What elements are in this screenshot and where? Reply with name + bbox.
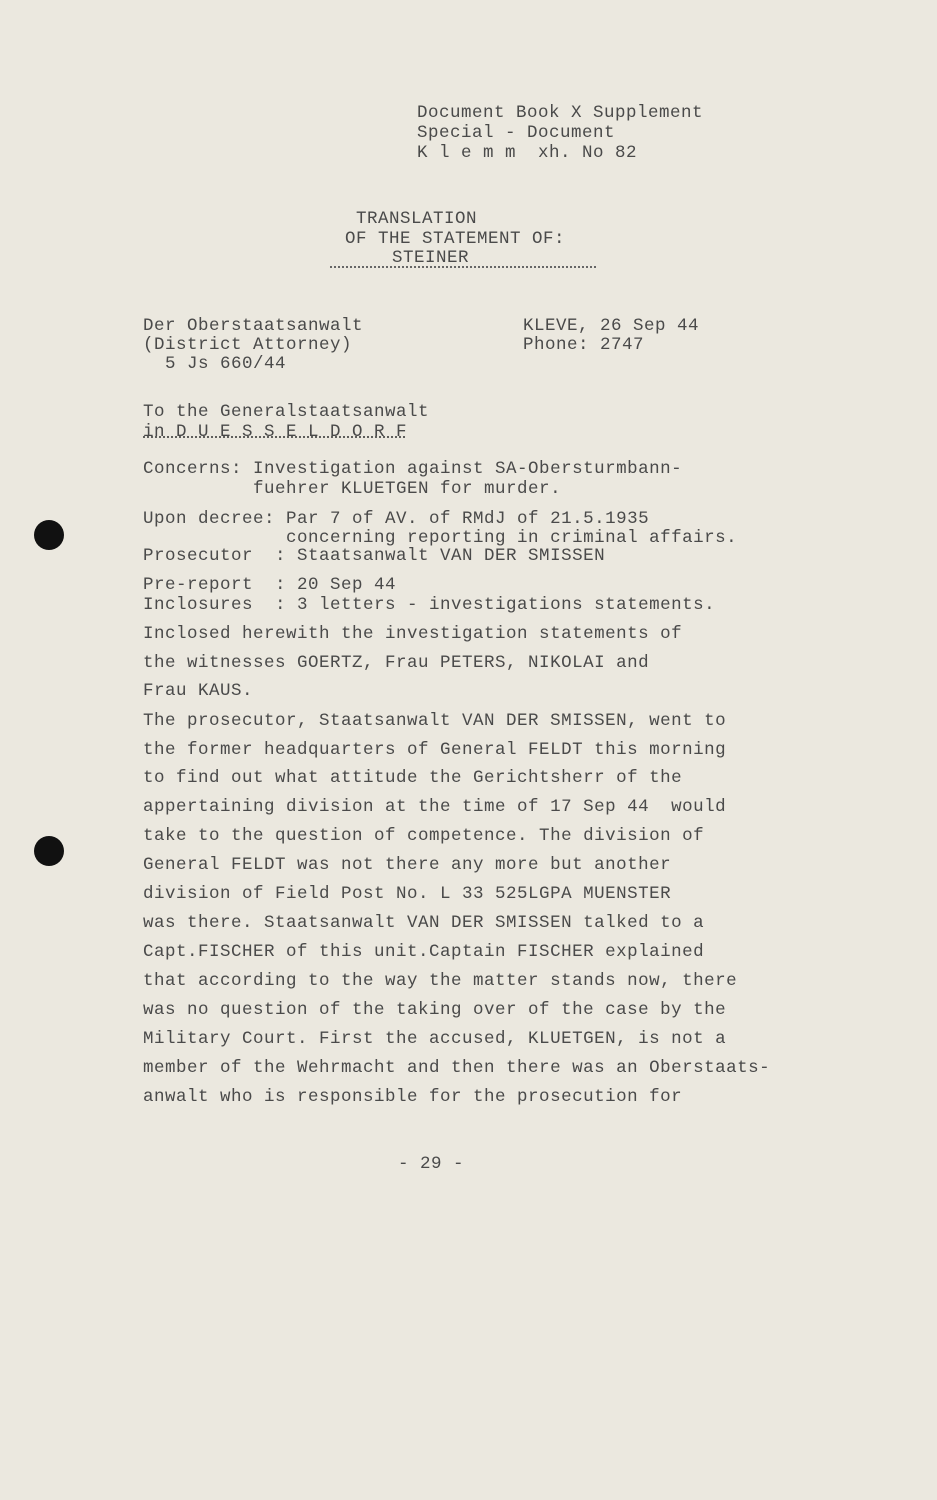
page-number: - 29 - <box>398 1154 465 1174</box>
body-line: take to the question of competence. The division of <box>143 826 705 846</box>
body-line: was there. Staatsanwalt VAN DER SMISSEN talked to a <box>143 913 705 933</box>
body-line: Military Court. First the accused, KLUETGEN, is not a <box>143 1029 727 1049</box>
header-line-2: Special - Document <box>417 123 616 143</box>
prosecutor-line: Prosecutor : Staatsanwalt VAN DER SMISSEN <box>143 546 606 566</box>
decree-line-1: Upon decree: Par 7 of AV. of RMdJ of 21.5.1935 <box>143 509 650 529</box>
body-line: division of Field Post No. L 33 525LGPA MUENSTER <box>143 884 672 904</box>
header-line-1: Document Book X Supplement <box>417 103 704 123</box>
recipient-line-2: in D U E S S E L D O R F <box>143 422 408 442</box>
body-line: General FELDT was not there any more but another <box>143 855 672 875</box>
title-underline <box>330 266 596 268</box>
header-line-3: K l e m m xh. No 82 <box>417 143 638 163</box>
recipient-line-1: To the Generalstaatsanwalt <box>143 402 430 422</box>
body-line: The prosecutor, Staatsanwalt VAN DER SMISSEN, went to <box>143 711 727 731</box>
title-line-3: STEINER <box>392 248 470 268</box>
title-line-2: OF THE STATEMENT OF: <box>345 229 566 249</box>
inclosures-line: Inclosures : 3 letters - investigations statements. <box>143 595 716 615</box>
body-line: member of the Wehrmacht and then there was an Oberstaats- <box>143 1058 771 1078</box>
body-line: was no question of the taking over of the case by the <box>143 1000 727 1020</box>
concerns-line-2: fuehrer KLUETGEN for murder. <box>143 479 562 499</box>
place-date-line-1: KLEVE, 26 Sep 44 <box>523 316 700 336</box>
punch-hole-upper <box>34 520 64 550</box>
decree-line-2: concerning reporting in criminal affairs. <box>143 528 738 548</box>
prereport-line: Pre-report : 20 Sep 44 <box>143 575 397 595</box>
title-line-1: TRANSLATION <box>356 209 478 229</box>
body-line: Inclosed herewith the investigation statements of <box>143 624 683 644</box>
place-date-line-2: Phone: 2747 <box>523 335 645 355</box>
body-line: the former headquarters of General FELDT this morning <box>143 740 727 760</box>
body-line: appertaining division at the time of 17 Sep 44 would <box>143 797 727 817</box>
sender-line-2: (District Attorney) <box>143 335 353 355</box>
sender-line-1: Der Oberstaatsanwalt <box>143 316 364 336</box>
concerns-line-1: Concerns: Investigation against SA-Obersturmbann- <box>143 459 683 479</box>
sender-line-3: 5 Js 660/44 <box>165 354 287 374</box>
punch-hole-lower <box>34 836 64 866</box>
body-line: anwalt who is responsible for the prosecution for <box>143 1087 683 1107</box>
body-line: Frau KAUS. <box>143 681 254 701</box>
body-line: that according to the way the matter stands now, there <box>143 971 738 991</box>
body-line: Capt.FISCHER of this unit.Captain FISCHER explained <box>143 942 705 962</box>
body-line: to find out what attitude the Gerichtsherr of the <box>143 768 683 788</box>
body-line: the witnesses GOERTZ, Frau PETERS, NIKOLAI and <box>143 653 650 673</box>
